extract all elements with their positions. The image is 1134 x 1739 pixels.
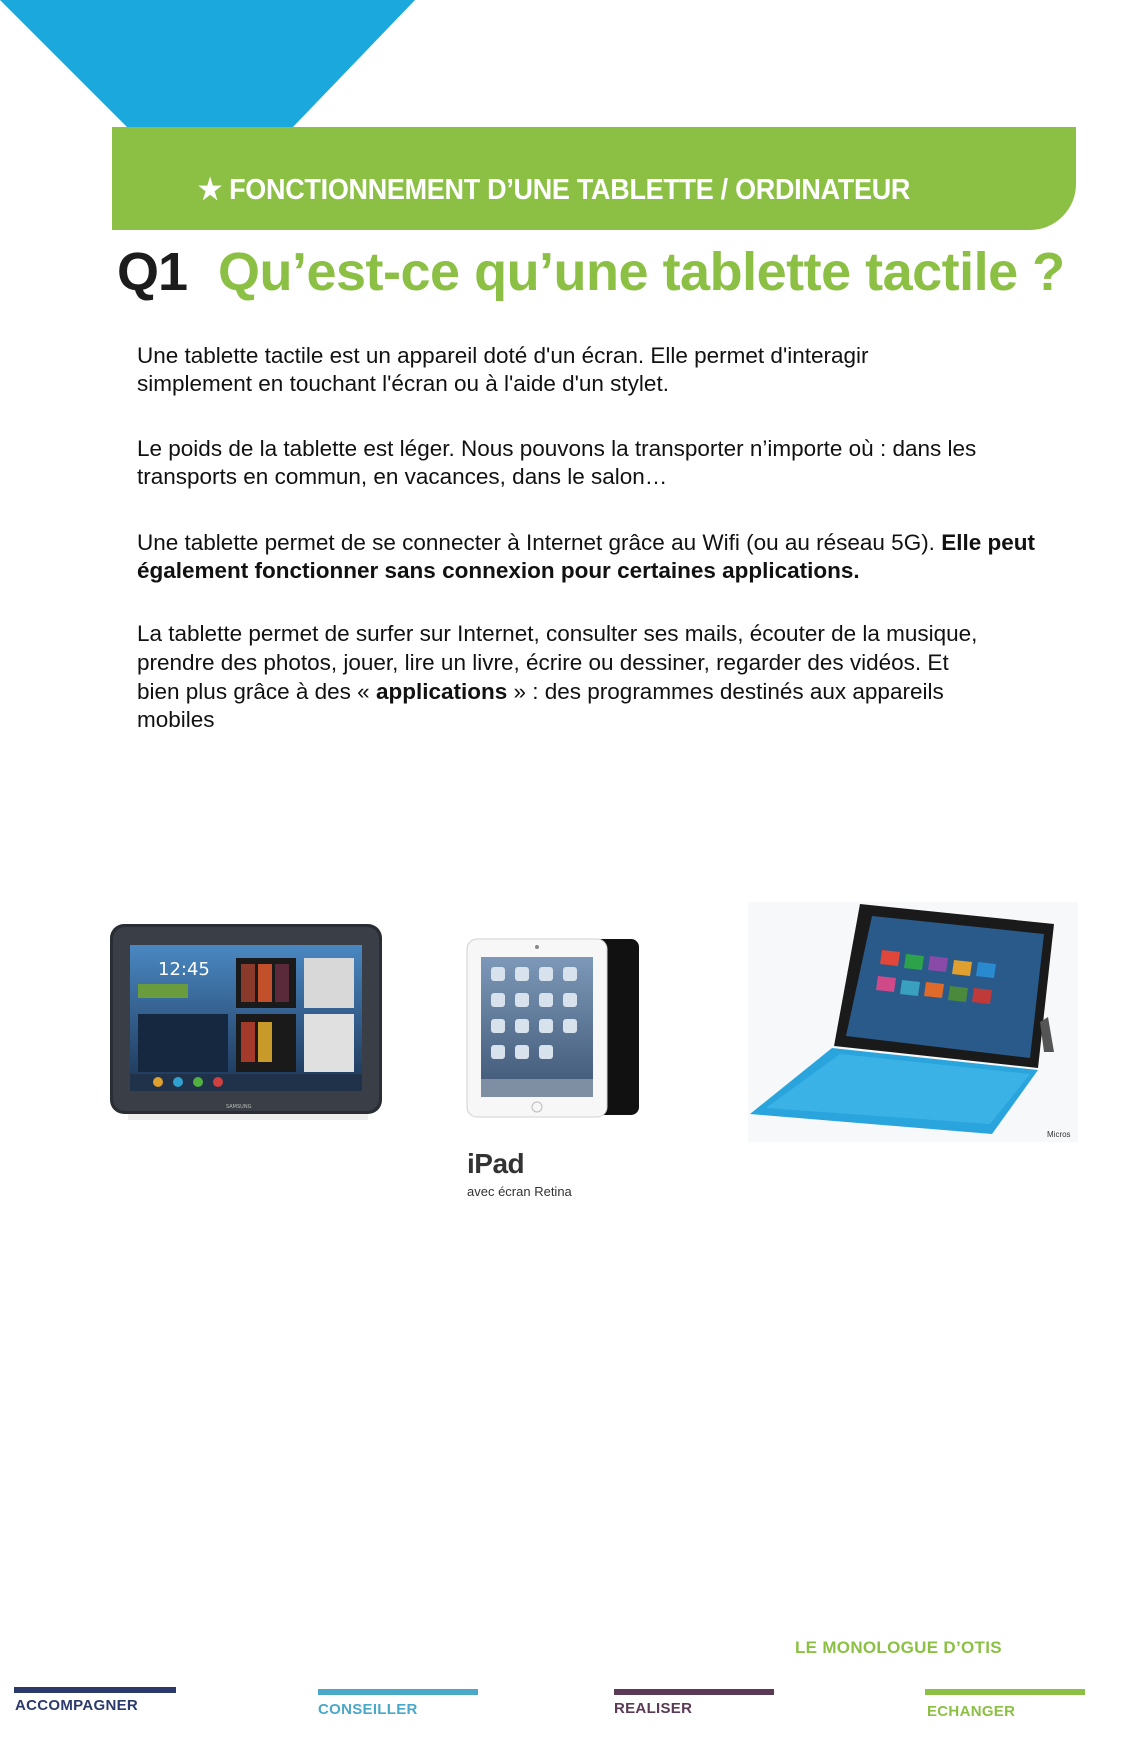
footer-label-realiser: REALISER bbox=[614, 1700, 693, 1717]
paragraph-portability bbox=[137, 435, 1097, 491]
footer-bar-accompagner bbox=[14, 1687, 176, 1693]
text-line: La tablette permet de surfer sur Internet, consulter ses mails, écouter de la musique, bbox=[137, 621, 978, 646]
samsung-tablet-image bbox=[108, 922, 384, 1120]
footer-bar-conseiller bbox=[318, 1689, 478, 1695]
ipad-image bbox=[465, 937, 641, 1125]
footer-bar-realiser bbox=[614, 1689, 774, 1695]
text-line bbox=[137, 529, 1097, 557]
text-bold: Elle peut bbox=[941, 530, 1035, 555]
paragraph-definition bbox=[137, 342, 1097, 398]
text-span: » : des programmes destinés aux appareils bbox=[513, 679, 944, 704]
surface-tablet-image bbox=[748, 902, 1078, 1142]
text-span: Une tablette permet de se connecter à Internet grâce au Wifi (ou au réseau 5G). bbox=[137, 530, 935, 555]
footer-brand: LE MONOLOGUE D’OTIS bbox=[795, 1638, 1002, 1657]
section-title: ★ FONCTIONNEMENT D’UNE TABLETTE / ORDINATEUR bbox=[198, 174, 911, 206]
text-bold: applications bbox=[375, 679, 508, 704]
text-line: Le poids de la tablette est léger. Nous pouvons la transporter n’importe où : dans les bbox=[137, 436, 977, 461]
surface-caption: Micros bbox=[1047, 1130, 1071, 1139]
brand-text: SAMSUNG bbox=[226, 1104, 252, 1110]
blue-triangle-decoration bbox=[0, 0, 420, 128]
text-line: simplement en touchant l'écran ou à l'aide d'un stylet. bbox=[137, 371, 669, 396]
text-span: bien plus grâce à des « bbox=[137, 679, 370, 704]
footer-label-echanger: ECHANGER bbox=[927, 1703, 1016, 1720]
paragraph-connectivity bbox=[137, 529, 1097, 585]
question-title: Qu’est-ce qu’une tablette tactile ? bbox=[218, 242, 1065, 302]
text-line bbox=[137, 678, 1097, 706]
question-number: Q1 bbox=[117, 242, 188, 302]
text-line: mobiles bbox=[137, 707, 215, 732]
text-line: transports en commun, en vacances, dans le salon… bbox=[137, 464, 668, 489]
text-bold-line: également fonctionner sans connexion pour certaines applications. bbox=[137, 558, 860, 583]
clock-text: 12:45 bbox=[158, 959, 210, 980]
ipad-caption-title: iPad bbox=[467, 1148, 525, 1179]
footer-bar-echanger bbox=[925, 1689, 1085, 1695]
paragraph-uses bbox=[137, 620, 1097, 734]
footer-label-conseiller: CONSEILLER bbox=[318, 1701, 418, 1718]
text-line: prendre des photos, jouer, lire un livre, écrire ou dessiner, regarder des vidéos. Et bbox=[137, 650, 949, 675]
footer-label-accompagner: ACCOMPAGNER bbox=[15, 1697, 139, 1714]
ipad-caption-subtitle: avec écran Retina bbox=[467, 1184, 572, 1199]
text-line: Une tablette tactile est un appareil doté d'un écran. Elle permet d'interagir bbox=[137, 343, 869, 368]
